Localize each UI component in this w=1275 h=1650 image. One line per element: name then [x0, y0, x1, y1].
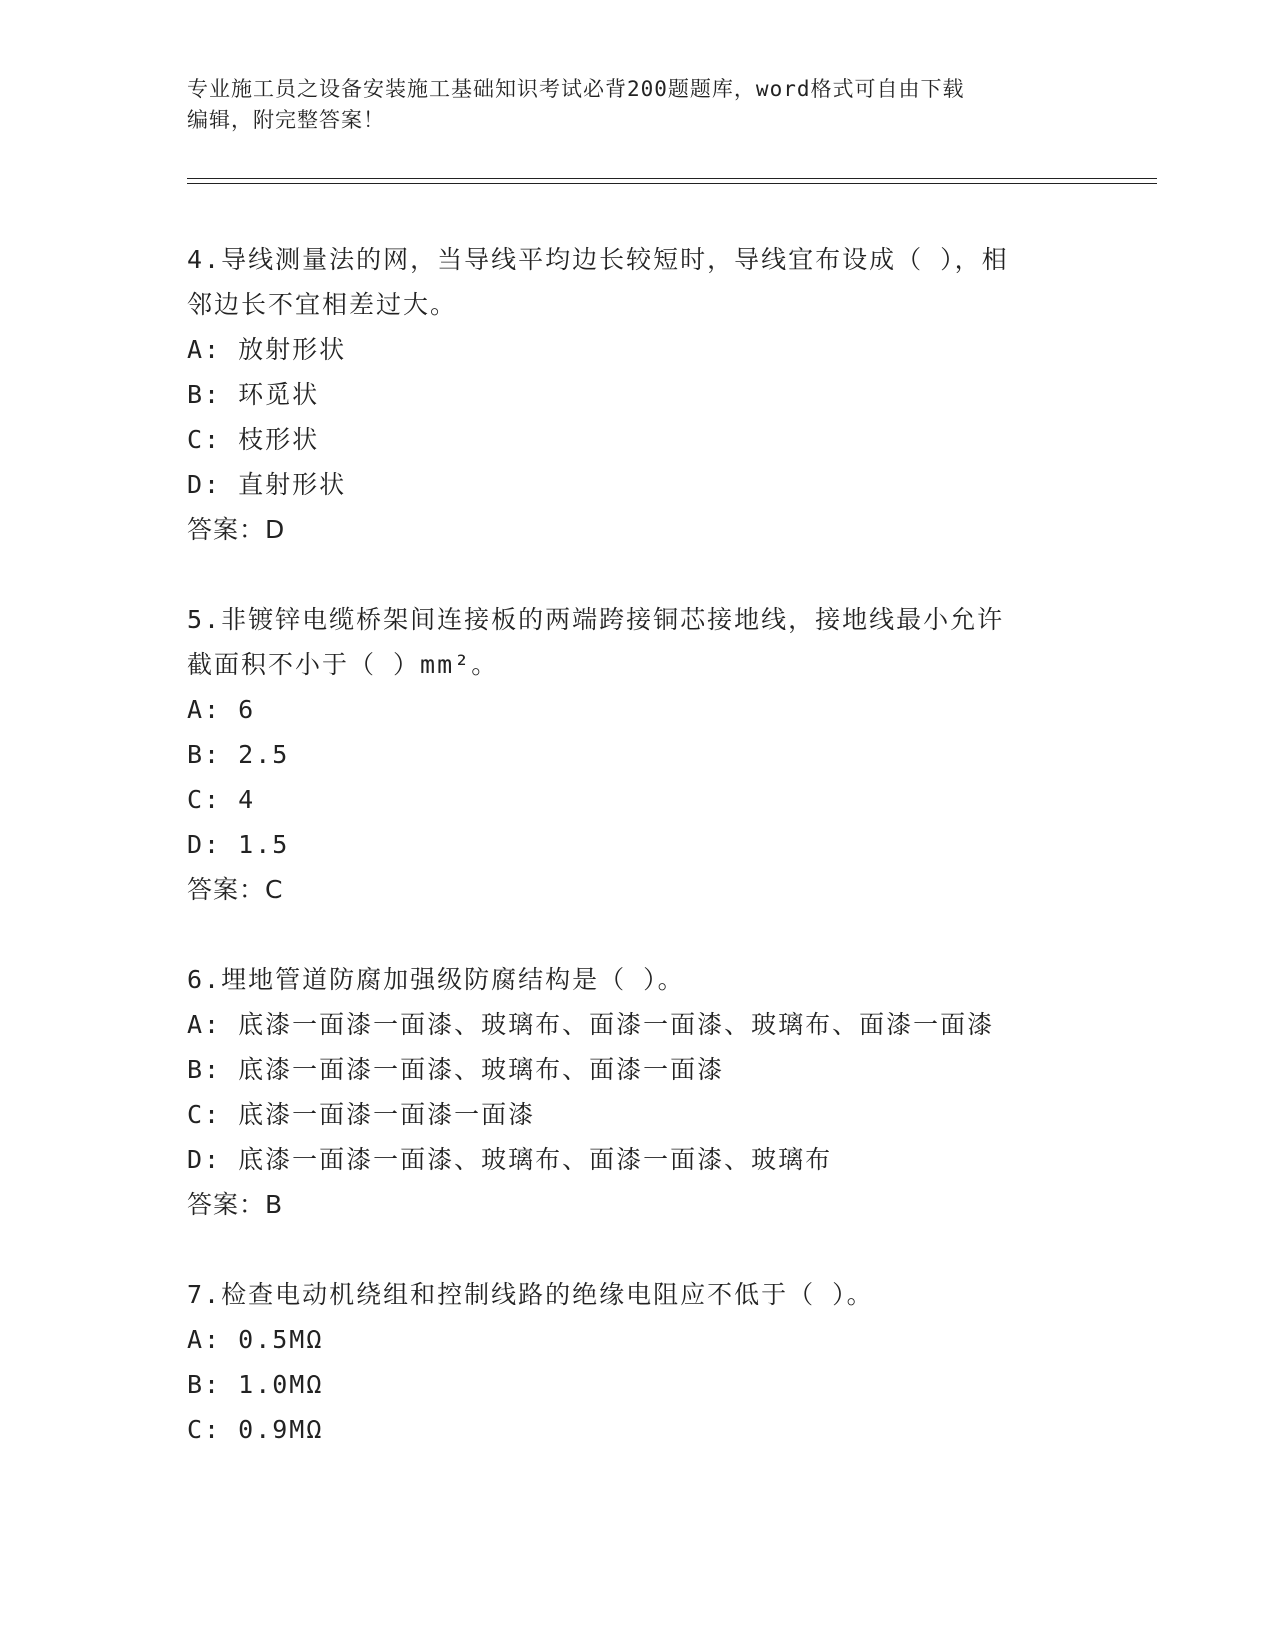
- question-4: [187, 237, 1087, 552]
- option-a: [187, 1002, 1087, 1047]
- option-text: 4: [238, 785, 256, 814]
- option-label: D:: [187, 830, 239, 859]
- option-label: C:: [187, 1100, 239, 1129]
- option-d: [187, 462, 1087, 507]
- question-7: [187, 1272, 1087, 1452]
- option-label: A:: [187, 695, 239, 724]
- option-c: [187, 1407, 1087, 1452]
- option-c: [187, 1092, 1087, 1137]
- option-text: 1.0MΩ: [238, 1370, 324, 1399]
- option-text: 0.9MΩ: [238, 1415, 324, 1444]
- option-b: [187, 1047, 1087, 1092]
- option-label: B:: [187, 740, 239, 769]
- option-text: 1.5: [238, 830, 290, 859]
- option-text: 6: [238, 695, 256, 724]
- option-label: A:: [187, 335, 239, 364]
- option-label: A:: [187, 1325, 239, 1354]
- option-text: 底漆一面漆一面漆一面漆: [238, 1100, 536, 1129]
- option-label: D:: [187, 1145, 239, 1174]
- question-stem-line: 截面积不小于（ ）mm²。: [187, 650, 499, 679]
- option-text: 放射形状: [238, 335, 347, 364]
- option-text: 底漆一面漆一面漆、玻璃布、面漆一面漆、玻璃布: [238, 1145, 833, 1174]
- header-line-2: 编辑，附完整答案！: [187, 108, 385, 132]
- answer: 答案：D: [187, 515, 286, 544]
- option-c: [187, 777, 1087, 822]
- document-header: [187, 74, 1087, 136]
- answer: 答案：C: [187, 875, 284, 904]
- option-b: [187, 372, 1087, 417]
- option-b: [187, 732, 1087, 777]
- question-5: [187, 597, 1087, 912]
- header-divider-top: [187, 178, 1157, 179]
- option-text: 直射形状: [238, 470, 347, 499]
- option-c: [187, 417, 1087, 462]
- option-text: 2.5: [238, 740, 290, 769]
- option-label: C:: [187, 1415, 239, 1444]
- question-stem-line: 邻边长不宜相差过大。: [187, 290, 458, 319]
- option-text: 枝形状: [238, 425, 320, 454]
- option-label: A:: [187, 1010, 239, 1039]
- option-label: B:: [187, 1370, 239, 1399]
- question-list: [187, 237, 1087, 1497]
- answer: 答案：B: [187, 1190, 284, 1219]
- question-6: [187, 957, 1087, 1227]
- question-stem-line: 7.检查电动机绕组和控制线路的绝缘电阻应不低于（ ）。: [187, 1280, 874, 1309]
- option-b: [187, 1362, 1087, 1407]
- question-stem-line: 4.导线测量法的网，当导线平均边长较短时，导线宜布设成（ ），相: [187, 245, 1009, 274]
- option-a: [187, 327, 1087, 372]
- option-text: 0.5MΩ: [238, 1325, 324, 1354]
- option-text: 底漆一面漆一面漆、玻璃布、面漆一面漆: [238, 1055, 725, 1084]
- option-label: C:: [187, 425, 239, 454]
- option-text: 环觅状: [238, 380, 320, 409]
- option-label: D:: [187, 470, 239, 499]
- question-stem-line: 5.非镀锌电缆桥架间连接板的两端跨接铜芯接地线，接地线最小允许: [187, 605, 1005, 634]
- option-a: [187, 1317, 1087, 1362]
- option-label: B:: [187, 380, 239, 409]
- option-a: [187, 687, 1087, 732]
- option-text: 底漆一面漆一面漆、玻璃布、面漆一面漆、玻璃布、面漆一面漆: [238, 1010, 995, 1039]
- question-stem-line: 6.埋地管道防腐加强级防腐结构是（ ）。: [187, 965, 685, 994]
- header-divider-bottom: [187, 183, 1157, 184]
- option-d: [187, 822, 1087, 867]
- option-d: [187, 1137, 1087, 1182]
- header-line-1: 专业施工员之设备安装施工基础知识考试必背200题题库，word格式可自由下载: [187, 77, 965, 101]
- option-label: B:: [187, 1055, 239, 1084]
- option-label: C:: [187, 785, 239, 814]
